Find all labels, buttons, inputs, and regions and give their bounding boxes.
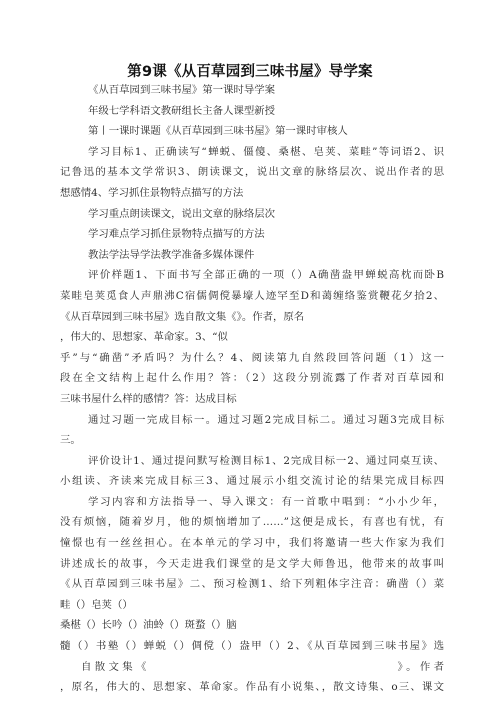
text-line: 乎”与“确凿”矛盾吗？为什么？4、阅读第九自然段回答问题（1）这一 (60, 351, 444, 364)
text-line: 没有烦恼，随着岁月，他的烦恼增加了……”这便是成长，有喜也有忧，有 (60, 516, 444, 529)
text-line: 记鲁迅的基本文学常识3、朗读课文，说出文章的脉络层次、说出作者的思 (60, 166, 444, 179)
text-line: 讲述成长的故事，今天走进我们课堂的是文学大师鲁迅，他带来的故事叫 (60, 557, 444, 570)
text-line: 髓（）书塾（）蝉蜕（）倜傥（）盎甲（）2、《从百草园到三味书屋》选 (60, 640, 444, 653)
text-line: 菜畦皂荚觅食人声鼎沸C宿儒倜傥暴壕人迹罕至D和蔼缠络鉴赏鞭花夕拾2、 (60, 289, 444, 302)
text-line: 通过习题一完成目标一。通过习题2完成目标二。通过习题3完成目标 (88, 413, 444, 426)
text-line: 憧憬也有一丝丝担心。在本单元的学习中，我们将邀请一些大作家为我们 (60, 537, 444, 550)
text-line: 学习内容和方法指导一、导入课文：有一首歌中唱到：“小小少年， (88, 495, 444, 508)
text-line: 想感情4、学习抓住景物特点描写的方法 (60, 186, 244, 199)
text-line: 教法学法导学法教学准备多媒体课件 (88, 248, 255, 261)
document-title: 第9课《从百草园到三味书屋》导学案 (127, 64, 373, 80)
text-line: 自散文集《 》。作者 (81, 660, 444, 673)
text-line: 年级七学科语文教研组长主备人课型新授 (88, 104, 276, 117)
document-body (60, 80, 444, 698)
text-line: 三。 (60, 434, 81, 447)
text-line: ，原名，伟大的、思想家、革命家。作品有小说集、，散文诗集、o三、课文 (60, 681, 444, 694)
text-line: 小组读、齐读来完成目标三3、通过展示小组交流讨论的结果完成目标四 (60, 475, 444, 488)
text-line: 畦（）皂荚（） (60, 598, 133, 611)
text-line: 《从百草园到三味书屋》二、预习检测1、给下列粗体字注音：确凿（）菜 (60, 578, 444, 591)
text-line: 段在全文结构上起什么作用？答：（2）这段分别流露了作者对百草园和 (60, 372, 444, 385)
text-line: 学习难点学习抓住景物特点描写的方法 (88, 228, 265, 241)
text-line: 三味书屋什么样的感情？答：达成目标 (60, 392, 237, 405)
text-line: 桑椹（）长吟（）油蛉（）斑蝥（）脑 (60, 619, 237, 632)
text-line: 第丨一课时课题《从百草园到三味书屋》第一课时审核人 (88, 125, 348, 138)
text-line: 《从百草园到三味书屋》第一课时导学案 (88, 84, 276, 96)
text-line: 评价设计1、通过提问默写检测目标1、2完成目标一2、通过同桌互读、 (88, 454, 444, 467)
text-line: 《从百草园到三味书屋》选自散文集《》。作者，原名 (60, 310, 305, 323)
text-line: ，伟大的、思想家、革命家。3、“似 (60, 331, 228, 344)
text-line: 学习重点朗读课文，说出文章的脉络层次 (88, 207, 276, 220)
text-line: 学习目标1、正确读写“蝉蜕、僵傻、桑椹、皂荚、菜畦”等词语2、识 (88, 145, 444, 158)
text-line: 评价样题1、下面书写全部正确的一项（）A确凿盎甲蝉蜕高枕而卧B (88, 269, 444, 282)
